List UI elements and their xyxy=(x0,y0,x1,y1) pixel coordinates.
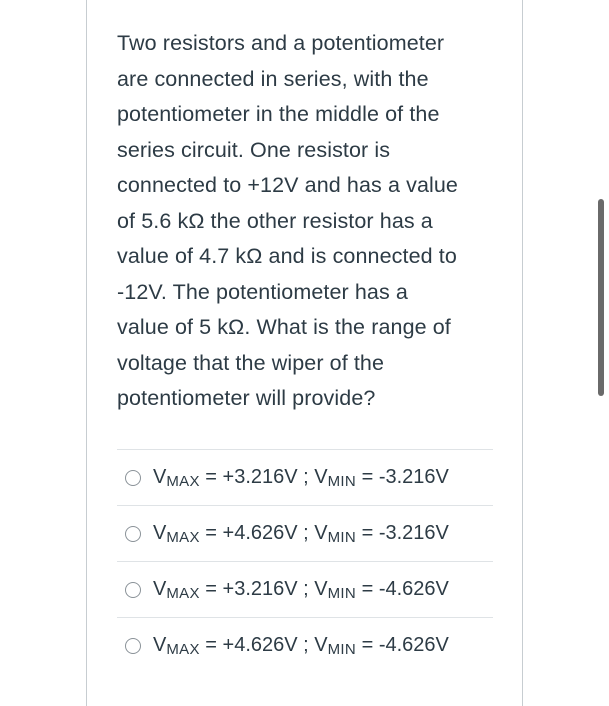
radio-button[interactable] xyxy=(125,582,141,598)
scrollbar-thumb[interactable] xyxy=(598,199,604,396)
answer-option-1[interactable] xyxy=(117,450,493,505)
question-text: Two resistors and a potentiometer are connected in series, with the potentiometer in the middle of the series circuit. One resistor is connected to +12V and has a value of 5.6 kΩ the other resistor has a value of 4.7 kΩ and is connected to -12V. The potentiometer has a value of 5 kΩ. What is the range of voltage that the wiper of the potentiometer will provide? xyxy=(117,31,458,410)
answer-label[interactable]: $V_{MAX} = +4.626V$ ; $V_{MIN} = -4.626V$ xyxy=(153,633,449,658)
answer-option-3[interactable] xyxy=(117,562,493,617)
answer-option-4[interactable] xyxy=(117,618,493,673)
answer-label[interactable]: $V_{MAX} = +3.216V$ ; $V_{MIN} = -4.626V$ xyxy=(153,577,449,602)
answer-list xyxy=(117,449,493,673)
answer-option-2[interactable] xyxy=(117,506,493,561)
answer-label[interactable]: $V_{MAX} = +3.216V$ ; $V_{MIN} = -3.216V$ xyxy=(153,465,449,490)
radio-button[interactable] xyxy=(125,526,141,542)
radio-button[interactable] xyxy=(125,638,141,654)
answer-label[interactable]: $V_{MAX} = +4.626V$ ; $V_{MIN} = -3.216V$ xyxy=(153,521,449,546)
radio-button[interactable] xyxy=(125,470,141,486)
